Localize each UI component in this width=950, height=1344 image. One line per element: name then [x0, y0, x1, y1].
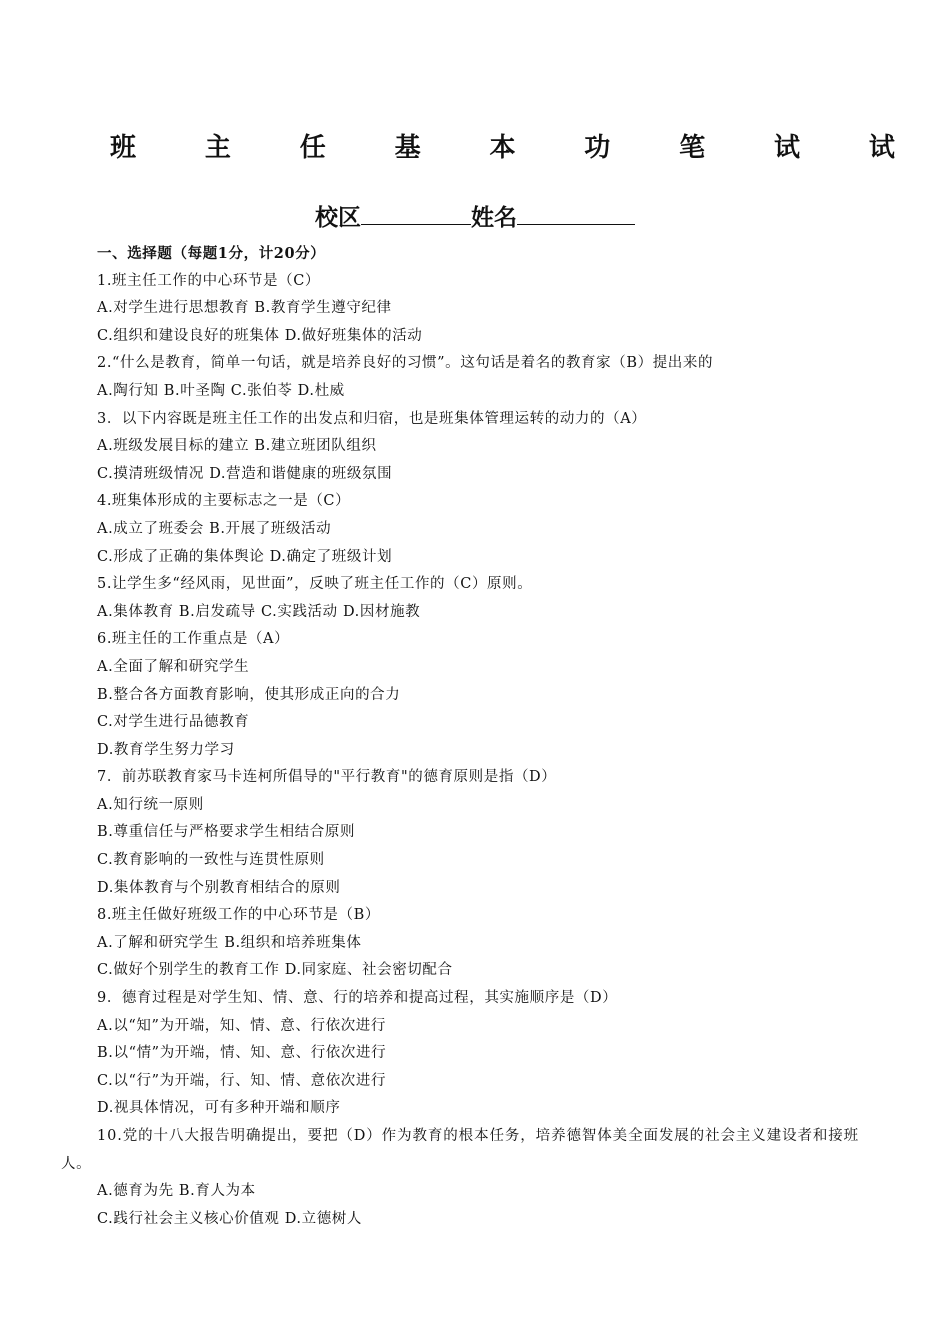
title-char: 试 [774, 133, 801, 163]
option-line: C.践行社会主义核心价值观 D.立德树人 [97, 1210, 363, 1227]
question-list [61, 240, 897, 1233]
student-info-fields [0, 200, 950, 235]
question-line: 3．以下内容既是班主任工作的出发点和归宿，也是班集体管理运转的动力的（A） [97, 410, 647, 427]
question-line: 4.班集体形成的主要标志之一是（C） [97, 493, 351, 510]
question-line: 8.班主任做好班级工作的中心环节是（B） [97, 907, 380, 924]
option-line: B.整合各方面教育影响，使其形成正向的合力 [97, 686, 401, 703]
option-line: C.形成了正确的集体舆论 D.确定了班级计划 [97, 548, 393, 565]
option-line: A.成立了班委会 B.开展了班级活动 [97, 520, 332, 537]
question-line: 1.班主任工作的中心环节是（C） [97, 272, 321, 289]
question-line: 9．德育过程是对学生知、情、意、行的培养和提高过程，其实施顺序是（D） [97, 990, 618, 1007]
title-char: 基 [394, 133, 421, 163]
name-blank [517, 200, 635, 225]
option-line: C.对学生进行品德教育 [97, 714, 250, 731]
question-line: 5.让学生多“经风雨，见世面”，反映了班主任工作的（C）原则。 [97, 576, 533, 593]
name-label: 姓名 [471, 204, 517, 231]
option-line: A.了解和研究学生 B.组织和培养班集体 [97, 934, 362, 951]
option-line: C.摸清班级情况 D.营造和谐健康的班级氛围 [97, 465, 393, 482]
question-line: 10.党的十八大报告明确提出，要把（D）作为教育的根本任务，培养德智体美全面发展的社会主义建设者和接班 [97, 1128, 860, 1144]
title-char: 笔 [679, 133, 706, 163]
title-char: 本 [489, 133, 516, 163]
section-heading: 一、选择题（每题1分，计20分） [97, 245, 326, 262]
campus-blank [361, 200, 471, 225]
question-line: 7．前苏联教育家马卡连柯所倡导的"平行教育"的德育原则是指（D） [97, 769, 557, 786]
campus-label: 校区 [315, 204, 361, 231]
question-line-continuation: 人。 [61, 1155, 92, 1172]
option-line: C.以“行”为开端，行、知、情、意依次进行 [97, 1072, 387, 1089]
question-line: 6.班主任的工作重点是（A） [97, 631, 290, 648]
option-line: C.组织和建设良好的班集体 D.做好班集体的活动 [97, 327, 423, 344]
document-title [110, 128, 895, 168]
title-char: 班 [110, 133, 137, 163]
option-line: A.以“知”为开端，知、情、意、行依次进行 [97, 1017, 387, 1034]
title-char: 试 [868, 133, 895, 163]
option-line: A.陶行知 B.叶圣陶 C.张伯苓 D.杜威 [97, 382, 345, 399]
option-line: A.全面了解和研究学生 [97, 658, 250, 675]
option-line: C.教育影响的一致性与连贯性原则 [97, 852, 325, 869]
title-char: 功 [584, 133, 611, 163]
option-line: A.知行统一原则 [97, 796, 204, 813]
option-line: A.集体教育 B.启发疏导 C.实践活动 D.因材施教 [97, 603, 421, 620]
option-line: A.班级发展目标的建立 B.建立班团队组织 [97, 438, 377, 455]
option-line: D.视具体情况，可有多种开端和顺序 [97, 1100, 341, 1117]
option-line: C.做好个别学生的教育工作 D.同家庭、社会密切配合 [97, 962, 453, 979]
option-line: B.尊重信任与严格要求学生相结合原则 [97, 824, 356, 841]
question-line: 2.“什么是教育，简单一句话，就是培养良好的习惯”。这句话是着名的教育家（B）提出来的 [97, 355, 714, 372]
option-line: D.集体教育与个别教育相结合的原则 [97, 879, 341, 896]
option-line: D.教育学生努力学习 [97, 741, 235, 758]
title-char: 主 [204, 133, 231, 163]
option-line: A.德育为先 B.育人为本 [97, 1183, 256, 1200]
option-line: B.以“情”为开端，情、知、意、行依次进行 [97, 1045, 387, 1062]
option-line: A.对学生进行思想教育 B.教育学生遵守纪律 [97, 300, 392, 317]
title-char: 任 [299, 133, 326, 163]
